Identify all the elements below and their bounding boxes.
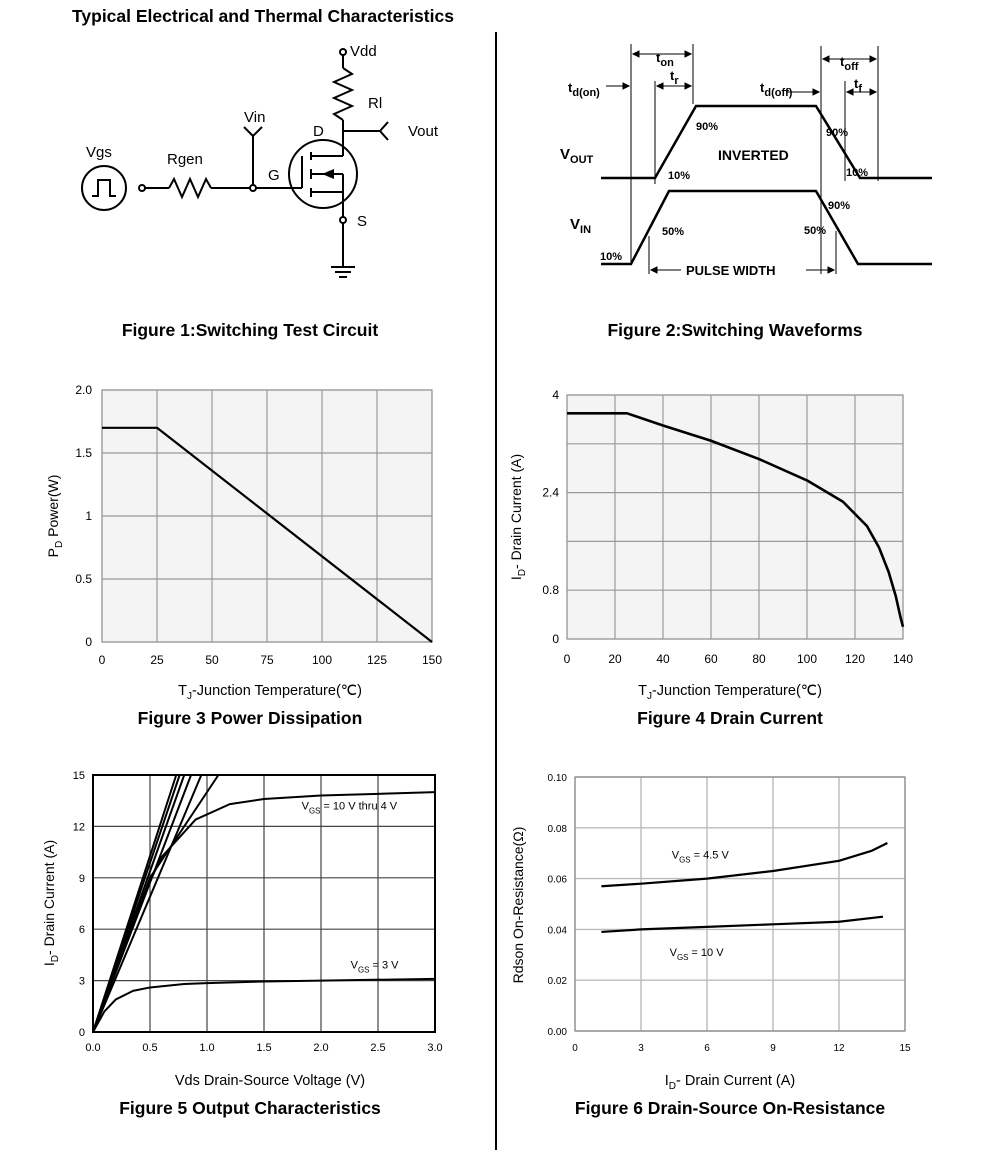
power-dissipation-chart [40,380,460,680]
fig1-rl-label: Rl [368,95,383,112]
fig1-g-label: G [268,167,280,184]
x-tick-label: 125 [366,653,388,667]
y-tick-label: 6 [78,924,85,937]
y-tick-label: 12 [72,821,85,834]
fig5-ylabel: $I_D-$ Drain Current (A) [41,839,61,967]
switching-waveforms [556,36,936,286]
y-tick-label: 4 [552,388,559,402]
fig2-ton-label: t [656,50,661,65]
fig1-d-label: D [313,123,324,140]
x-tick-label: 20 [608,652,622,666]
y-tick-label: 2.4 [542,485,559,500]
y-tick-label: 2.0 [75,383,92,397]
fig1-caption: Figure 1:Switching Test Circuit [121,320,379,340]
fig4-xlabel: $T_J$-Junction Temperature(℃) [638,683,822,702]
page-title: Typical Electrical and Thermal Characteristics [72,6,454,26]
x-tick-label: 0 [572,1043,578,1054]
y-tick-label: 0.06 [547,874,567,886]
x-tick-label: 75 [260,653,274,667]
fig4-ylabel: $I_D-$ Drain Current (A) [508,453,528,581]
svg-text:td(off): $t_{d(off)}$ [760,80,793,99]
x-tick-label: 9 [770,1043,776,1054]
y-tick-label: 0.04 [547,925,567,937]
output-characteristics-chart [40,765,460,1065]
fig1-vdd-label: Vdd [350,43,377,60]
x-tick-label: 1.5 [256,1042,272,1054]
svg-text:toff: $t_{off}$ [840,54,859,73]
fig1-vout-label: Vout [408,123,439,140]
x-tick-label: 1.0 [199,1042,215,1054]
drain-current-chart [505,385,935,685]
fig3-xlabel: $T_J$-Junction Temperature(℃) [178,683,362,702]
x-tick-label: 150 [421,653,443,667]
svg-text:ton: $t_{on}$ [656,50,674,69]
fig2-p90a: 90% [696,121,719,133]
x-tick-label: 2.0 [313,1042,329,1054]
x-tick-label: 25 [150,653,164,667]
fig3-caption: Figure 3 Power Dissipation [137,708,363,728]
x-tick-label: 50 [205,653,219,667]
fig2-p90c: 90% [828,200,851,212]
y-tick-label: 0.10 [547,773,567,784]
x-tick-label: 3.0 [427,1042,443,1054]
column-divider [495,32,497,1150]
fig5-annotation-vgs-3: $V_{GS} = 3$ V [350,959,399,975]
fig2-tdoff-label: t [760,80,765,95]
fig4-caption: Figure 4 Drain Current [637,708,823,728]
svg-text:tf: $t_f$ [854,76,863,95]
y-tick-label: 1 [85,509,92,523]
fig2-p50a: 50% [662,226,685,238]
x-tick-label: 0.5 [142,1042,158,1054]
y-tick-label: 0.00 [547,1027,567,1038]
y-tick-label: 0.08 [547,823,567,835]
fig1-rgen-label: Rgen [167,151,203,168]
fig2-tr-label: t [670,68,675,83]
y-tick-label: 3 [78,975,85,988]
fig1-s-label: S [357,213,368,230]
x-tick-label: 15 [899,1043,911,1054]
fig2-vin-label: V [570,216,581,233]
fig3-ylabel: $P_D$ Power(W) [45,474,65,558]
fig2-caption: Figure 2:Switching Waveforms [607,320,863,340]
fig6-annotation-vgs-10: $V_{GS} = 10$ V [669,947,724,963]
x-tick-label: 40 [656,652,670,666]
fig2-p10c: 10% [600,251,623,263]
plot-area [575,777,905,1031]
plot-area [567,395,903,639]
svg-text:VOUT: $V_{OUT}$ [560,146,594,166]
fig2-p50b: 50% [804,225,827,237]
switching-test-circuit [70,36,480,296]
y-tick-label: 0.8 [542,583,559,598]
fig6-xlabel: $I_D-$ Drain Current (A) [664,1073,796,1092]
x-tick-label: 6 [704,1043,710,1054]
y-tick-label: 0 [552,632,559,646]
svg-text:tr: $t_r$ [670,68,679,87]
y-tick-label: 9 [78,872,85,885]
svg-text:td(on): $t_{d(on)}$ [568,80,600,99]
fig5-caption: Figure 5 Output Characteristics [119,1098,381,1118]
fig5-annotation-vgs-10: $V_{GS} = 10$ V thru 4 V [301,800,398,816]
y-tick-label: 0.02 [547,976,567,988]
fig2-inverted-label: INVERTED [718,147,789,163]
y-tick-label: 0 [85,635,92,649]
svg-text:VIN: $V_{IN}$ [570,216,592,236]
fig6-ylabel: Rdson On-Resistance(Ω) [510,826,526,984]
x-tick-label: 12 [833,1043,845,1054]
fig1-vgs-label: Vgs [86,144,112,161]
fig6-caption: Figure 6 Drain-Source On-Resistance [574,1098,886,1118]
fig2-p10a: 10% [668,170,691,182]
fig2-tf-label: t [854,76,859,91]
y-tick-label: 0 [78,1027,85,1039]
x-tick-label: 60 [704,652,718,666]
x-tick-label: 3 [638,1043,644,1054]
fig2-tdon-label: t [568,80,573,95]
on-resistance-chart [505,765,935,1065]
fig6-annotation-vgs-45: $V_{GS} = 4.5$ V [671,849,729,865]
x-tick-label: 2.5 [370,1042,386,1054]
fig2-vout-label: V [560,146,571,163]
x-tick-label: 140 [892,652,914,666]
x-tick-label: 0 [98,653,106,667]
x-tick-label: 120 [844,652,866,666]
y-tick-label: 1.5 [75,446,92,460]
fig1-vin-label: Vin [244,109,266,126]
fig2-pulse-width-label: PULSE WIDTH [686,263,776,278]
x-tick-label: 100 [311,653,333,667]
y-tick-label: 15 [72,770,85,782]
fig2-p90b: 90% [826,127,849,139]
fig2-toff-label: t [840,54,845,69]
x-tick-label: 0.0 [85,1042,101,1054]
x-tick-label: 80 [752,652,766,666]
y-tick-label: 0.5 [75,572,92,586]
x-tick-label: 100 [796,652,818,666]
fig5-xlabel: Vds Drain-Source Voltage (V) [174,1073,366,1089]
fig2-p10b: 10% [846,167,869,179]
x-tick-label: 0 [563,652,571,666]
